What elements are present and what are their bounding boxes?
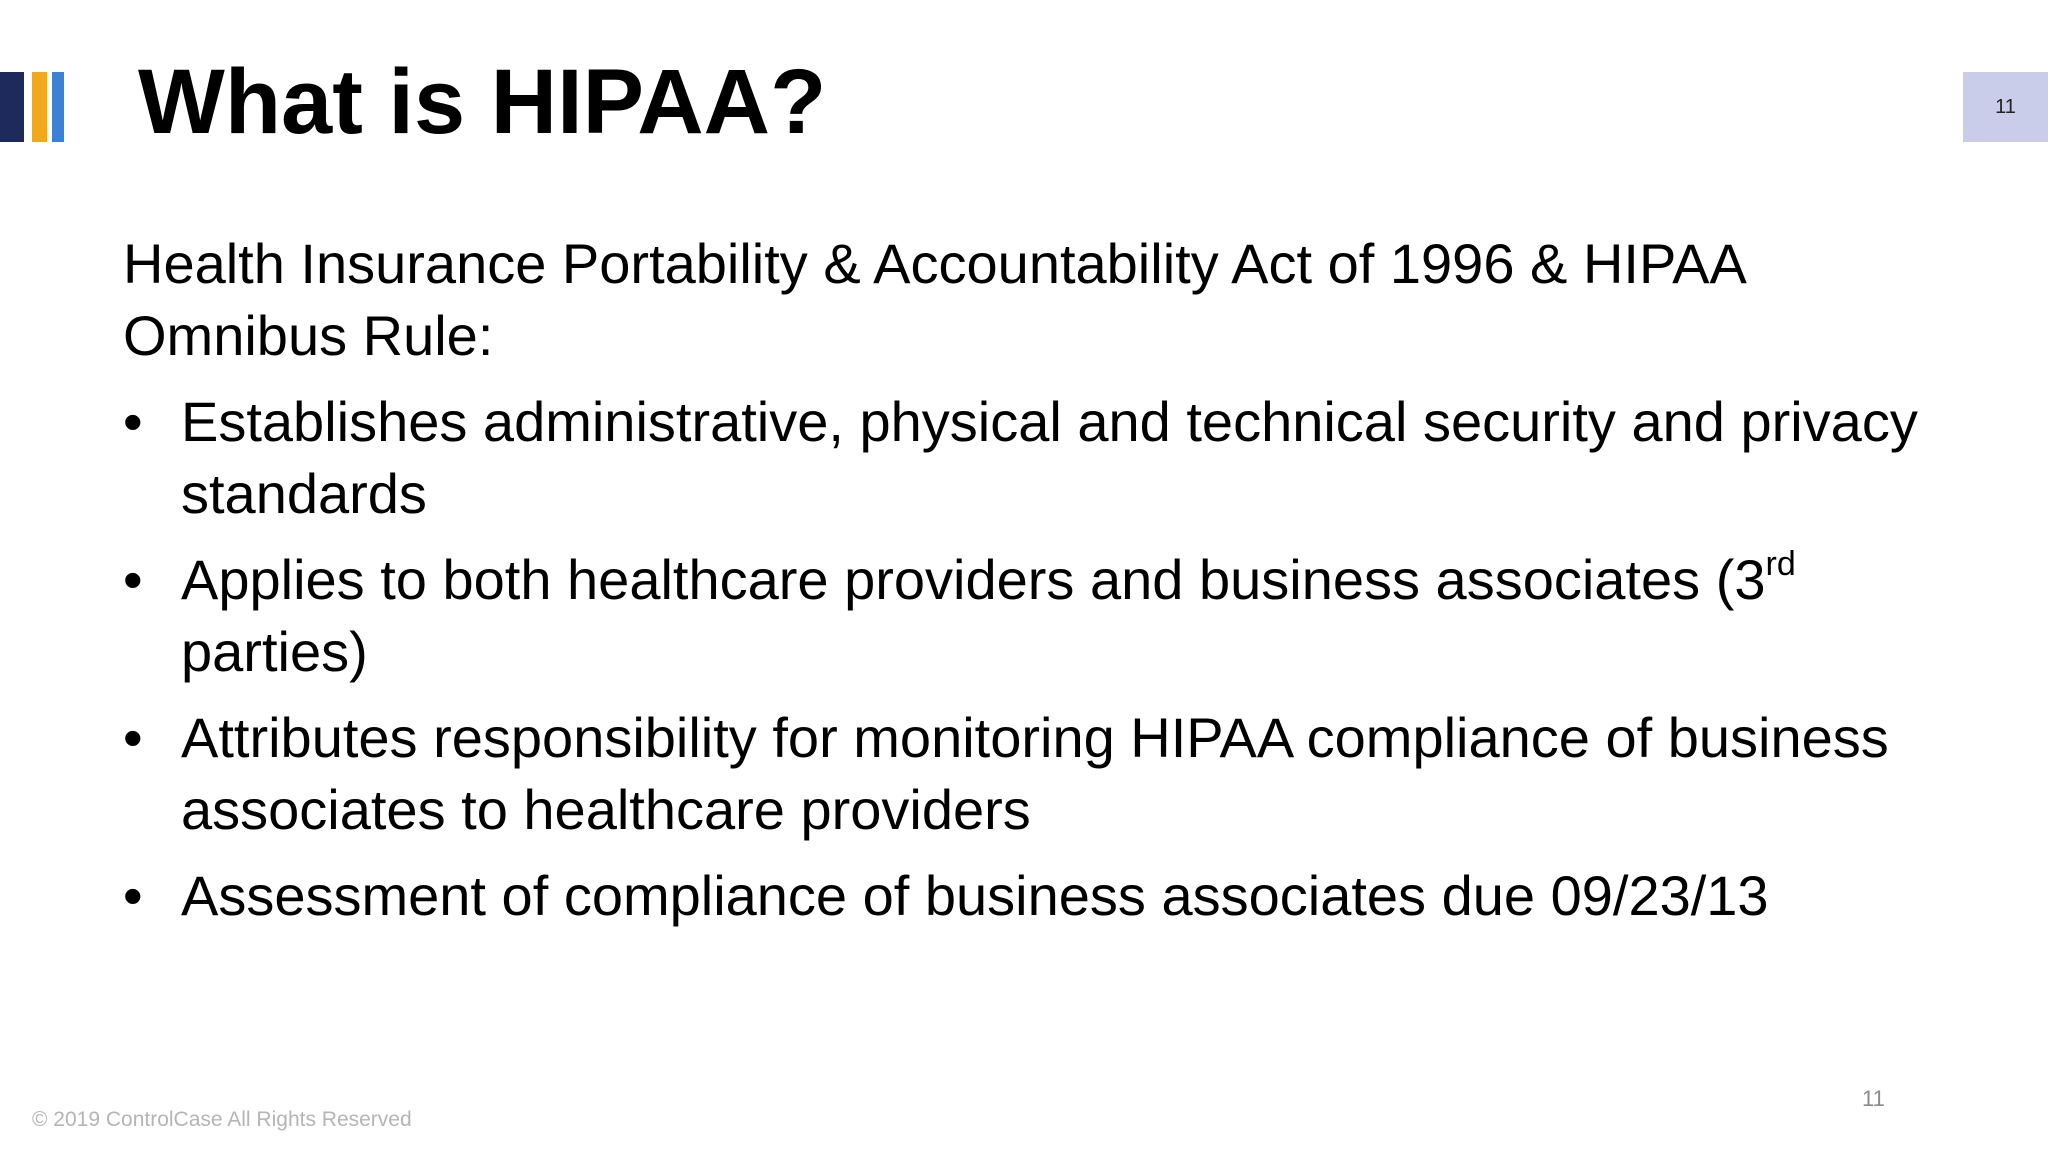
accent-bars (0, 72, 70, 142)
footer-copyright: © 2019 ControlCase All Rights Reserved (32, 1108, 412, 1131)
page-number: 11 (1862, 1086, 1885, 1111)
bullet-icon: • (123, 706, 143, 769)
bullet-icon: • (123, 548, 143, 611)
bullet-item (123, 544, 1983, 688)
bullet-text: Establishes administrative, physical and technical security and privacy standards (181, 390, 1918, 525)
bullet-icon: • (123, 390, 143, 453)
bullet-text-post: parties) (181, 620, 368, 683)
slide-number-badge: 11 (1963, 72, 2048, 142)
slide-title: What is HIPAA? (138, 51, 827, 153)
bullet-icon: • (123, 864, 143, 927)
accent-bar-blue (52, 72, 64, 142)
bullet-text: Attributes responsibility for monitoring HIPAA compliance of business associates to healthcare providers (181, 706, 1889, 841)
slide-content (123, 228, 1983, 946)
bullet-item (123, 702, 1983, 846)
intro-text: Health Insurance Portability & Accountability Act of 1996 & HIPAA Omnibus Rule: (123, 232, 1744, 367)
bullet-list (123, 386, 1983, 932)
bullet-text-superscript: rd (1765, 545, 1796, 583)
bullet-item (123, 386, 1983, 530)
bullet-text: Assessment of compliance of business associates due 09/23/13 (181, 864, 1769, 927)
accent-bar-gold (32, 72, 47, 142)
bullet-item (123, 860, 1983, 932)
accent-bar-navy (0, 72, 24, 142)
bullet-text-pre: Applies to both healthcare providers and business associates (3 (181, 548, 1766, 611)
